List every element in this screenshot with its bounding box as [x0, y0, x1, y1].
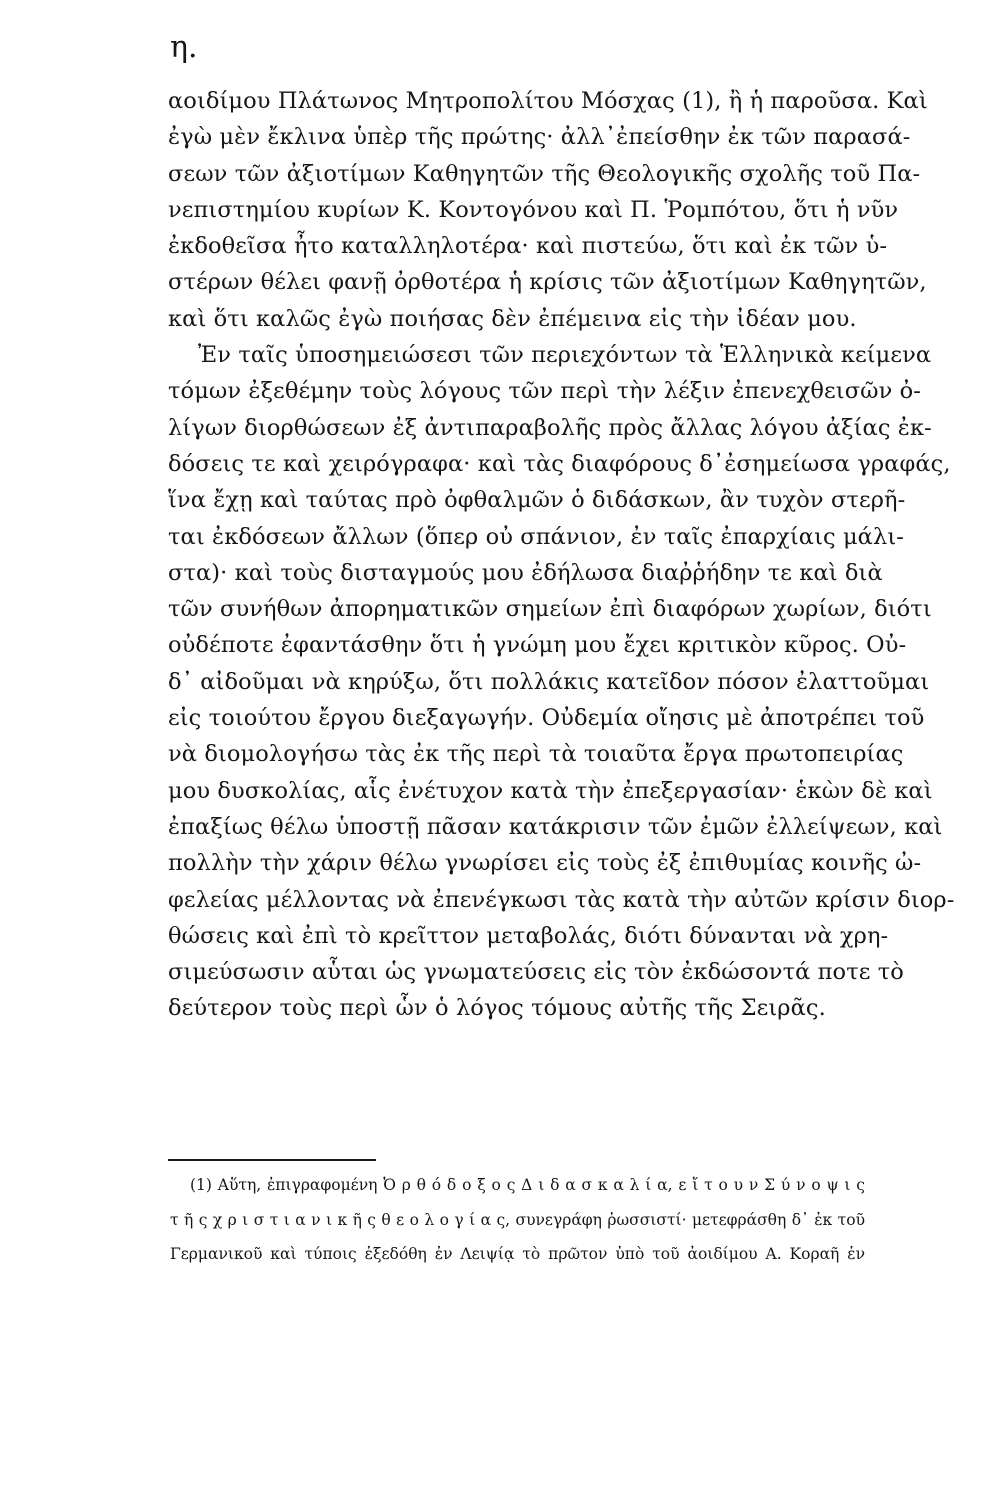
text-line: σιμεύσωσιν αὗται ὡς γνωματεύσεις εἰς τὸν ἐκδώσοντά ποτε τὸ	[168, 959, 904, 986]
text-line: θώσεις καὶ ἐπὶ τὸ κρεῖττον μεταβολάς, διότι δύνανται νὰ χρη-	[168, 922, 889, 949]
text-line: δ᾽ αἰδοῦμαι νὰ κηρύξω, ὅτι πολλάκις κατεῖδον πόσον ἐλαττοῦμαι	[168, 668, 930, 695]
text-line: νὰ διομολογήσω τὰς ἐκ τῆς περὶ τὰ τοιαῦτα ἔργα πρωτοπειρίας	[168, 741, 904, 768]
footnote-divider	[168, 1159, 376, 1161]
text-line: μου δυσκολίας, αἷς ἐνέτυχον κατὰ τὴν ἐπεξεργασίαν· ἑκὼν δὲ καὶ	[168, 777, 933, 804]
text-line: ἵνα ἔχῃ καὶ ταύτας πρὸ ὀφθαλμῶν ὁ διδάσκων, ἂν τυχὸν στερῆ-	[168, 487, 906, 514]
text-line: φελείας μέλλοντας νὰ ἐπενέγκωσι τὰς κατὰ τὴν αὐτῶν κρίσιν διορ-	[168, 886, 955, 913]
text-line: στα)· καὶ τοὺς δισταγμούς μου ἐδήλωσα διαῤῥήδην τε καὶ διὰ	[168, 559, 883, 586]
text-line: ται ἐκδόσεων ἄλλων (ὅπερ οὐ σπάνιον, ἐν ταῖς ἐπαρχίαις μάλι-	[168, 523, 904, 550]
text-line: ἐγὼ μὲν ἔκλινα ὑπὲρ τῆς πρώτης· ἀλλ᾽ἐπείσθην ἐκ τῶν παρασά-	[168, 124, 911, 151]
body-text	[168, 83, 955, 1027]
footnote-line: (1) Αὕτη, ἐπιγραφομένη Ὀ ρ θ ό δ ο ξ ο ς Δ ι δ α σ κ α λ ί α, ε ἴ τ ο υ ν Σ ύ ν ο ψ ι ς	[190, 1176, 865, 1194]
text-line: λίγων διορθώσεων ἐξ ἀντιπαραβολῆς πρὸς ἄλλας λόγου ἀξίας ἐκ-	[168, 414, 932, 441]
text-line: τόμων ἐξεθέμην τοὺς λόγους τῶν περὶ τὴν λέξιν ἐπενεχθεισῶν ὀ-	[168, 378, 921, 405]
text-line: αοιδίμου Πλάτωνος Μητροπολίτου Μόσχας (1), ἢ ἡ παροῦσα. Καὶ	[168, 88, 928, 114]
text-line: στέρων θέλει φανῇ ὀρθοτέρα ἡ κρίσις τῶν ἀξιοτίμων Καθηγητῶν,	[168, 269, 927, 296]
text-line: νεπιστημίου κυρίων Κ. Κοντογόνου καὶ Π. Ῥομπότου, ὅτι ἡ νῦν	[168, 196, 899, 223]
paragraph-start-line: Ἐν ταῖς ὑποσημειώσεσι τῶν περιεχόντων τὰ Ἑλληνικὰ κείμενα	[198, 342, 932, 369]
footnote-line: τ ῆ ς χ ρ ι σ τ ι α ν ι κ ῆ ς θ ε ο λ ο γ ί α ς, συνεγράφη ῥωσσιστί· μετεφράσθη δ᾽ ἐκ τοῦ	[170, 1210, 865, 1229]
text-line: δεύτερον τοὺς περὶ ὧν ὁ λόγος τόμους αὐτῆς τῆς Σειρᾶς.	[168, 995, 826, 1022]
text-line: σεων τῶν ἀξιοτίμων Καθηγητῶν τῆς Θεολογικῆς σχολῆς τοῦ Πα-	[168, 160, 921, 187]
text-line: ἐκδοθεῖσα ἦτο καταλληλοτέρα· καὶ πιστεύω, ὅτι καὶ ἐκ τῶν ὑ-	[168, 233, 888, 260]
page-number: η.	[170, 30, 198, 65]
text-line: τῶν συνήθων ἀπορηματικῶν σημείων ἐπὶ διαφόρων χωρίων, διότι	[168, 596, 932, 623]
footnote	[170, 1168, 865, 1272]
text-line: ἐπαξίως θέλω ὑποστῇ πᾶσαν κατάκρισιν τῶν ἐμῶν ἐλλείψεων, καὶ	[168, 813, 943, 840]
text-line: εἰς τοιούτου ἔργου διεξαγωγήν. Οὐδεμία οἴησις μὲ ἀποτρέπει τοῦ	[168, 705, 925, 732]
text-line: δόσεις τε καὶ χειρόγραφα· καὶ τὰς διαφόρους δ᾽ἐσημείωσα γραφάς,	[168, 450, 951, 477]
text-line: πολλὴν τὴν χάριν θέλω γνωρίσει εἰς τοὺς ἐξ ἐπιθυμίας κοινῆς ὠ-	[168, 850, 922, 877]
text-line: καὶ ὅτι καλῶς ἐγὼ ποιήσας δὲν ἐπέμεινα εἰς τὴν ἰδέαν μου.	[168, 305, 857, 332]
text-line: οὐδέποτε ἐφαντάσθην ὅτι ἡ γνώμη μου ἔχει κριτικὸν κῦρος. Οὐ-	[168, 632, 907, 659]
footnote-line: Γερμανικοῦ καὶ τύποις ἐξεδόθη ἐν Λειψίᾳ τὸ πρῶτον ὑπὸ τοῦ ἀοιδίμου Α. Κοραῆ ἐν	[170, 1245, 865, 1263]
